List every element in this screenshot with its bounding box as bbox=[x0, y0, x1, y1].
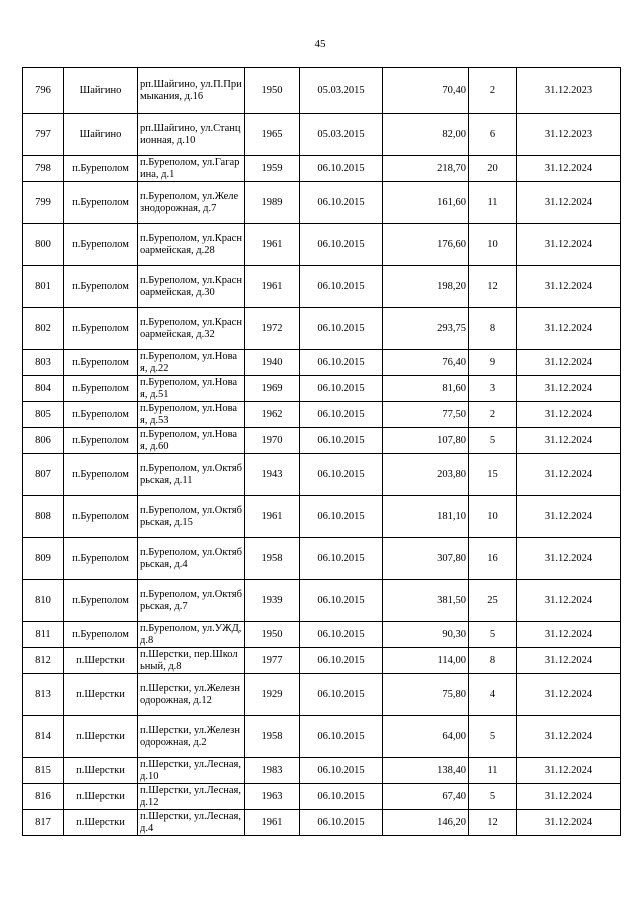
deadline-cell: 31.12.2024 bbox=[517, 784, 621, 810]
settlement-cell: п.Буреполом bbox=[64, 224, 138, 266]
address-cell: п.Шерстки, ул.Лесная, д.12 bbox=[138, 784, 245, 810]
deadline-cell: 31.12.2024 bbox=[517, 266, 621, 308]
table-row bbox=[23, 402, 621, 428]
date-cell: 06.10.2015 bbox=[300, 156, 383, 182]
row-number: 814 bbox=[23, 716, 64, 758]
row-number: 812 bbox=[23, 648, 64, 674]
date-cell: 06.10.2015 bbox=[300, 266, 383, 308]
row-number: 802 bbox=[23, 308, 64, 350]
area-cell: 218,70 bbox=[383, 156, 469, 182]
area-cell: 81,60 bbox=[383, 376, 469, 402]
deadline-cell: 31.12.2024 bbox=[517, 454, 621, 496]
residents-count-cell: 10 bbox=[469, 224, 517, 266]
residents-count-cell: 2 bbox=[469, 402, 517, 428]
year-built-cell: 1961 bbox=[245, 810, 300, 836]
date-cell: 06.10.2015 bbox=[300, 758, 383, 784]
deadline-cell: 31.12.2024 bbox=[517, 810, 621, 836]
row-number: 810 bbox=[23, 580, 64, 622]
deadline-cell: 31.12.2024 bbox=[517, 350, 621, 376]
table-row bbox=[23, 674, 621, 716]
row-number: 811 bbox=[23, 622, 64, 648]
table-row bbox=[23, 496, 621, 538]
date-cell: 06.10.2015 bbox=[300, 454, 383, 496]
deadline-cell: 31.12.2024 bbox=[517, 758, 621, 784]
table-row bbox=[23, 114, 621, 156]
settlement-cell: Шайгино bbox=[64, 68, 138, 114]
date-cell: 06.10.2015 bbox=[300, 308, 383, 350]
address-cell: п.Буреполом, ул.Октябрьская, д.11 bbox=[138, 454, 245, 496]
year-built-cell: 1943 bbox=[245, 454, 300, 496]
table-row bbox=[23, 266, 621, 308]
deadline-cell: 31.12.2024 bbox=[517, 224, 621, 266]
address-cell: п.Шерстки, пер.Школьный, д.8 bbox=[138, 648, 245, 674]
settlement-cell: п.Буреполом bbox=[64, 308, 138, 350]
deadline-cell: 31.12.2024 bbox=[517, 648, 621, 674]
residents-count-cell: 4 bbox=[469, 674, 517, 716]
settlement-cell: п.Буреполом bbox=[64, 182, 138, 224]
address-cell: п.Шерстки, ул.Лесная, д.10 bbox=[138, 758, 245, 784]
residents-count-cell: 16 bbox=[469, 538, 517, 580]
date-cell: 06.10.2015 bbox=[300, 224, 383, 266]
table-row bbox=[23, 716, 621, 758]
year-built-cell: 1962 bbox=[245, 402, 300, 428]
table-row bbox=[23, 68, 621, 114]
settlement-cell: п.Буреполом bbox=[64, 156, 138, 182]
housing-registry-table bbox=[22, 67, 621, 836]
deadline-cell: 31.12.2024 bbox=[517, 496, 621, 538]
residents-count-cell: 11 bbox=[469, 758, 517, 784]
residents-count-cell: 9 bbox=[469, 350, 517, 376]
residents-count-cell: 6 bbox=[469, 114, 517, 156]
settlement-cell: п.Буреполом bbox=[64, 376, 138, 402]
page-number: 45 bbox=[314, 38, 326, 50]
area-cell: 77,50 bbox=[383, 402, 469, 428]
table-row bbox=[23, 784, 621, 810]
area-cell: 114,00 bbox=[383, 648, 469, 674]
residents-count-cell: 12 bbox=[469, 266, 517, 308]
date-cell: 06.10.2015 bbox=[300, 376, 383, 402]
row-number: 803 bbox=[23, 350, 64, 376]
area-cell: 146,20 bbox=[383, 810, 469, 836]
date-cell: 06.10.2015 bbox=[300, 496, 383, 538]
table-row bbox=[23, 648, 621, 674]
settlement-cell: Шайгино bbox=[64, 114, 138, 156]
year-built-cell: 1950 bbox=[245, 68, 300, 114]
settlement-cell: п.Буреполом bbox=[64, 266, 138, 308]
row-number: 808 bbox=[23, 496, 64, 538]
deadline-cell: 31.12.2023 bbox=[517, 114, 621, 156]
area-cell: 176,60 bbox=[383, 224, 469, 266]
area-cell: 293,75 bbox=[383, 308, 469, 350]
year-built-cell: 1969 bbox=[245, 376, 300, 402]
residents-count-cell: 8 bbox=[469, 648, 517, 674]
year-built-cell: 1977 bbox=[245, 648, 300, 674]
settlement-cell: п.Шерстки bbox=[64, 716, 138, 758]
area-cell: 203,80 bbox=[383, 454, 469, 496]
date-cell: 06.10.2015 bbox=[300, 674, 383, 716]
table-row bbox=[23, 810, 621, 836]
table-row bbox=[23, 182, 621, 224]
row-number: 806 bbox=[23, 428, 64, 454]
row-number: 805 bbox=[23, 402, 64, 428]
residents-count-cell: 10 bbox=[469, 496, 517, 538]
address-cell: п.Шерстки, ул.Железнодорожная, д.2 bbox=[138, 716, 245, 758]
settlement-cell: п.Буреполом bbox=[64, 402, 138, 428]
deadline-cell: 31.12.2024 bbox=[517, 674, 621, 716]
area-cell: 64,00 bbox=[383, 716, 469, 758]
table-row bbox=[23, 376, 621, 402]
year-built-cell: 1963 bbox=[245, 784, 300, 810]
area-cell: 161,60 bbox=[383, 182, 469, 224]
table-row bbox=[23, 308, 621, 350]
year-built-cell: 1961 bbox=[245, 266, 300, 308]
year-built-cell: 1939 bbox=[245, 580, 300, 622]
year-built-cell: 1961 bbox=[245, 224, 300, 266]
area-cell: 75,80 bbox=[383, 674, 469, 716]
residents-count-cell: 3 bbox=[469, 376, 517, 402]
residents-count-cell: 15 bbox=[469, 454, 517, 496]
settlement-cell: п.Буреполом bbox=[64, 428, 138, 454]
deadline-cell: 31.12.2024 bbox=[517, 182, 621, 224]
year-built-cell: 1958 bbox=[245, 538, 300, 580]
table-row bbox=[23, 454, 621, 496]
registry-body bbox=[23, 68, 621, 836]
residents-count-cell: 8 bbox=[469, 308, 517, 350]
deadline-cell: 31.12.2024 bbox=[517, 308, 621, 350]
row-number: 815 bbox=[23, 758, 64, 784]
table-row bbox=[23, 758, 621, 784]
date-cell: 06.10.2015 bbox=[300, 402, 383, 428]
deadline-cell: 31.12.2024 bbox=[517, 622, 621, 648]
address-cell: п.Буреполом, ул.Красноармейская, д.28 bbox=[138, 224, 245, 266]
table-row bbox=[23, 350, 621, 376]
settlement-cell: п.Буреполом bbox=[64, 454, 138, 496]
address-cell: п.Буреполом, ул.Красноармейская, д.32 bbox=[138, 308, 245, 350]
area-cell: 107,80 bbox=[383, 428, 469, 454]
table-row bbox=[23, 538, 621, 580]
address-cell: п.Буреполом, ул.Октябрьская, д.7 bbox=[138, 580, 245, 622]
residents-count-cell: 5 bbox=[469, 622, 517, 648]
row-number: 804 bbox=[23, 376, 64, 402]
area-cell: 181,10 bbox=[383, 496, 469, 538]
row-number: 817 bbox=[23, 810, 64, 836]
address-cell: рп.Шайгино, ул.Станционная, д.10 bbox=[138, 114, 245, 156]
address-cell: п.Буреполом, ул.Октябрьская, д.4 bbox=[138, 538, 245, 580]
address-cell: п.Буреполом, ул.Новая, д.60 bbox=[138, 428, 245, 454]
deadline-cell: 31.12.2024 bbox=[517, 428, 621, 454]
address-cell: п.Буреполом, ул.Красноармейская, д.30 bbox=[138, 266, 245, 308]
row-number: 800 bbox=[23, 224, 64, 266]
year-built-cell: 1961 bbox=[245, 496, 300, 538]
address-cell: п.Шерстки, ул.Железнодорожная, д.12 bbox=[138, 674, 245, 716]
area-cell: 381,50 bbox=[383, 580, 469, 622]
residents-count-cell: 20 bbox=[469, 156, 517, 182]
deadline-cell: 31.12.2024 bbox=[517, 538, 621, 580]
table-row bbox=[23, 622, 621, 648]
date-cell: 06.10.2015 bbox=[300, 784, 383, 810]
area-cell: 90,30 bbox=[383, 622, 469, 648]
address-cell: рп.Шайгино, ул.П.Примыкания, д.16 bbox=[138, 68, 245, 114]
settlement-cell: п.Буреполом bbox=[64, 622, 138, 648]
area-cell: 138,40 bbox=[383, 758, 469, 784]
date-cell: 06.10.2015 bbox=[300, 428, 383, 454]
address-cell: п.Буреполом, ул.Новая, д.51 bbox=[138, 376, 245, 402]
address-cell: п.Буреполом, ул.Новая, д.22 bbox=[138, 350, 245, 376]
row-number: 797 bbox=[23, 114, 64, 156]
residents-count-cell: 12 bbox=[469, 810, 517, 836]
row-number: 799 bbox=[23, 182, 64, 224]
year-built-cell: 1959 bbox=[245, 156, 300, 182]
deadline-cell: 31.12.2024 bbox=[517, 156, 621, 182]
deadline-cell: 31.12.2024 bbox=[517, 716, 621, 758]
row-number: 809 bbox=[23, 538, 64, 580]
settlement-cell: п.Шерстки bbox=[64, 674, 138, 716]
date-cell: 06.10.2015 bbox=[300, 538, 383, 580]
year-built-cell: 1972 bbox=[245, 308, 300, 350]
area-cell: 70,40 bbox=[383, 68, 469, 114]
residents-count-cell: 11 bbox=[469, 182, 517, 224]
row-number: 816 bbox=[23, 784, 64, 810]
deadline-cell: 31.12.2024 bbox=[517, 376, 621, 402]
date-cell: 06.10.2015 bbox=[300, 648, 383, 674]
date-cell: 05.03.2015 bbox=[300, 114, 383, 156]
deadline-cell: 31.12.2024 bbox=[517, 402, 621, 428]
date-cell: 05.03.2015 bbox=[300, 68, 383, 114]
year-built-cell: 1983 bbox=[245, 758, 300, 784]
year-built-cell: 1940 bbox=[245, 350, 300, 376]
residents-count-cell: 5 bbox=[469, 784, 517, 810]
residents-count-cell: 25 bbox=[469, 580, 517, 622]
settlement-cell: п.Шерстки bbox=[64, 758, 138, 784]
year-built-cell: 1950 bbox=[245, 622, 300, 648]
settlement-cell: п.Буреполом bbox=[64, 538, 138, 580]
address-cell: п.Шерстки, ул.Лесная, д.4 bbox=[138, 810, 245, 836]
deadline-cell: 31.12.2024 bbox=[517, 580, 621, 622]
area-cell: 198,20 bbox=[383, 266, 469, 308]
year-built-cell: 1989 bbox=[245, 182, 300, 224]
residents-count-cell: 2 bbox=[469, 68, 517, 114]
address-cell: п.Буреполом, ул.Железнодорожная, д.7 bbox=[138, 182, 245, 224]
row-number: 813 bbox=[23, 674, 64, 716]
area-cell: 82,00 bbox=[383, 114, 469, 156]
area-cell: 76,40 bbox=[383, 350, 469, 376]
area-cell: 67,40 bbox=[383, 784, 469, 810]
row-number: 798 bbox=[23, 156, 64, 182]
settlement-cell: п.Шерстки bbox=[64, 784, 138, 810]
date-cell: 06.10.2015 bbox=[300, 622, 383, 648]
date-cell: 06.10.2015 bbox=[300, 182, 383, 224]
date-cell: 06.10.2015 bbox=[300, 350, 383, 376]
settlement-cell: п.Буреполом bbox=[64, 580, 138, 622]
settlement-cell: п.Буреполом bbox=[64, 350, 138, 376]
address-cell: п.Буреполом, ул.Октябрьская, д.15 bbox=[138, 496, 245, 538]
date-cell: 06.10.2015 bbox=[300, 810, 383, 836]
table-row bbox=[23, 224, 621, 266]
deadline-cell: 31.12.2023 bbox=[517, 68, 621, 114]
settlement-cell: п.Буреполом bbox=[64, 496, 138, 538]
row-number: 801 bbox=[23, 266, 64, 308]
table-row bbox=[23, 428, 621, 454]
year-built-cell: 1965 bbox=[245, 114, 300, 156]
settlement-cell: п.Шерстки bbox=[64, 648, 138, 674]
address-cell: п.Буреполом, ул.Новая, д.53 bbox=[138, 402, 245, 428]
address-cell: п.Буреполом, ул.УЖД, д.8 bbox=[138, 622, 245, 648]
settlement-cell: п.Шерстки bbox=[64, 810, 138, 836]
address-cell: п.Буреполом, ул.Гагарина, д.1 bbox=[138, 156, 245, 182]
year-built-cell: 1958 bbox=[245, 716, 300, 758]
table-row bbox=[23, 156, 621, 182]
area-cell: 307,80 bbox=[383, 538, 469, 580]
year-built-cell: 1970 bbox=[245, 428, 300, 454]
residents-count-cell: 5 bbox=[469, 716, 517, 758]
date-cell: 06.10.2015 bbox=[300, 716, 383, 758]
residents-count-cell: 5 bbox=[469, 428, 517, 454]
table-row bbox=[23, 580, 621, 622]
row-number: 796 bbox=[23, 68, 64, 114]
year-built-cell: 1929 bbox=[245, 674, 300, 716]
row-number: 807 bbox=[23, 454, 64, 496]
date-cell: 06.10.2015 bbox=[300, 580, 383, 622]
